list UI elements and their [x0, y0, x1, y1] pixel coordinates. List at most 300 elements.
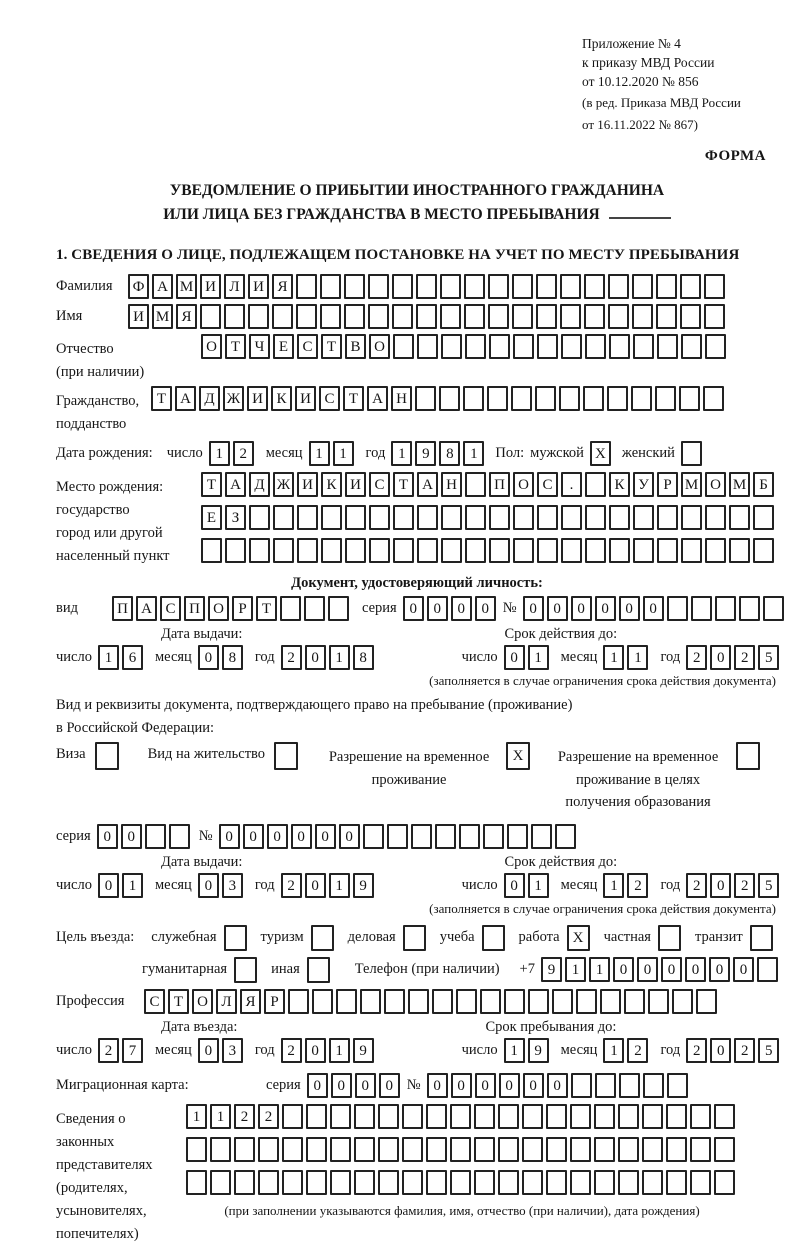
- char-box[interactable]: [441, 505, 462, 530]
- char-box[interactable]: [282, 1170, 303, 1195]
- char-box[interactable]: Н: [441, 472, 462, 497]
- char-box[interactable]: [632, 304, 653, 329]
- option-checkbox[interactable]: [234, 957, 257, 983]
- char-box[interactable]: 0: [339, 824, 360, 849]
- char-box[interactable]: 2: [258, 1104, 279, 1129]
- char-box[interactable]: [489, 334, 510, 359]
- char-box[interactable]: 0: [504, 873, 525, 898]
- char-box[interactable]: [513, 538, 534, 563]
- char-box[interactable]: [297, 505, 318, 530]
- char-box[interactable]: О: [369, 334, 390, 359]
- char-box[interactable]: Б: [753, 472, 774, 497]
- char-box[interactable]: [225, 538, 246, 563]
- char-box[interactable]: 0: [315, 824, 336, 849]
- char-box[interactable]: [330, 1170, 351, 1195]
- char-box[interactable]: [703, 386, 724, 411]
- char-box[interactable]: [224, 304, 245, 329]
- char-box[interactable]: 1: [98, 645, 119, 670]
- char-box[interactable]: [393, 538, 414, 563]
- char-box[interactable]: [465, 538, 486, 563]
- char-box[interactable]: [642, 1137, 663, 1162]
- char-box[interactable]: [679, 386, 700, 411]
- char-box[interactable]: 1: [210, 1104, 231, 1129]
- char-box[interactable]: [609, 505, 630, 530]
- char-box[interactable]: Я: [240, 989, 261, 1014]
- char-box[interactable]: [705, 505, 726, 530]
- char-box[interactable]: [571, 1073, 592, 1098]
- char-box[interactable]: М: [176, 274, 197, 299]
- char-box[interactable]: [681, 334, 702, 359]
- char-box[interactable]: [600, 989, 621, 1014]
- char-box[interactable]: [512, 274, 533, 299]
- char-box[interactable]: [657, 505, 678, 530]
- char-box[interactable]: 1: [329, 645, 350, 670]
- char-box[interactable]: [607, 386, 628, 411]
- char-box[interactable]: [450, 1170, 471, 1195]
- char-box[interactable]: 8: [222, 645, 243, 670]
- char-box[interactable]: [504, 989, 525, 1014]
- char-box[interactable]: 0: [305, 873, 326, 898]
- char-box[interactable]: Т: [256, 596, 277, 621]
- char-box[interactable]: [585, 538, 606, 563]
- char-box[interactable]: [691, 596, 712, 621]
- char-box[interactable]: [667, 1073, 688, 1098]
- char-box[interactable]: [306, 1104, 327, 1129]
- char-box[interactable]: О: [513, 472, 534, 497]
- char-box[interactable]: [498, 1170, 519, 1195]
- char-box[interactable]: И: [248, 274, 269, 299]
- char-box[interactable]: [258, 1137, 279, 1162]
- char-box[interactable]: [489, 538, 510, 563]
- char-box[interactable]: Р: [264, 989, 285, 1014]
- char-box[interactable]: 1: [528, 873, 549, 898]
- char-box[interactable]: [667, 596, 688, 621]
- char-box[interactable]: 1: [528, 645, 549, 670]
- char-box[interactable]: 0: [267, 824, 288, 849]
- char-box[interactable]: [618, 1170, 639, 1195]
- option-checkbox[interactable]: [311, 925, 334, 951]
- char-box[interactable]: [249, 538, 270, 563]
- char-box[interactable]: [186, 1170, 207, 1195]
- char-box[interactable]: 0: [97, 824, 118, 849]
- char-box[interactable]: .: [561, 472, 582, 497]
- char-box[interactable]: 8: [353, 645, 374, 670]
- char-box[interactable]: 2: [281, 873, 302, 898]
- char-box[interactable]: [296, 304, 317, 329]
- char-box[interactable]: [95, 742, 119, 770]
- char-box[interactable]: [561, 334, 582, 359]
- char-box[interactable]: [441, 538, 462, 563]
- char-box[interactable]: [402, 1104, 423, 1129]
- char-box[interactable]: [570, 1137, 591, 1162]
- char-box[interactable]: [680, 274, 701, 299]
- char-box[interactable]: [632, 274, 653, 299]
- char-box[interactable]: 0: [710, 873, 731, 898]
- char-box[interactable]: 0: [685, 957, 706, 982]
- char-box[interactable]: [392, 304, 413, 329]
- char-box[interactable]: [210, 1170, 231, 1195]
- char-box[interactable]: [560, 274, 581, 299]
- char-box[interactable]: 0: [613, 957, 634, 982]
- char-box[interactable]: [463, 386, 484, 411]
- char-box[interactable]: [576, 989, 597, 1014]
- char-box[interactable]: 0: [523, 1073, 544, 1098]
- char-box[interactable]: [513, 505, 534, 530]
- char-box[interactable]: [584, 274, 605, 299]
- char-box[interactable]: [330, 1104, 351, 1129]
- char-box[interactable]: 0: [427, 596, 448, 621]
- char-box[interactable]: 0: [451, 1073, 472, 1098]
- char-box[interactable]: 0: [643, 596, 664, 621]
- char-box[interactable]: X: [590, 441, 611, 466]
- char-box[interactable]: [729, 538, 750, 563]
- char-box[interactable]: [320, 274, 341, 299]
- char-box[interactable]: [440, 274, 461, 299]
- char-box[interactable]: 0: [475, 1073, 496, 1098]
- char-box[interactable]: [464, 304, 485, 329]
- char-box[interactable]: Ф: [128, 274, 149, 299]
- char-box[interactable]: [456, 989, 477, 1014]
- char-box[interactable]: [378, 1137, 399, 1162]
- char-box[interactable]: З: [225, 505, 246, 530]
- char-box[interactable]: [655, 386, 676, 411]
- char-box[interactable]: [186, 1137, 207, 1162]
- char-box[interactable]: [512, 304, 533, 329]
- char-box[interactable]: [666, 1104, 687, 1129]
- char-box[interactable]: 0: [305, 645, 326, 670]
- char-box[interactable]: 1: [565, 957, 586, 982]
- char-box[interactable]: [595, 1073, 616, 1098]
- char-box[interactable]: [552, 989, 573, 1014]
- char-box[interactable]: [288, 989, 309, 1014]
- char-box[interactable]: [210, 1137, 231, 1162]
- char-box[interactable]: 0: [198, 873, 219, 898]
- char-box[interactable]: [570, 1104, 591, 1129]
- char-box[interactable]: [546, 1170, 567, 1195]
- char-box[interactable]: Т: [151, 386, 172, 411]
- char-box[interactable]: [536, 304, 557, 329]
- char-box[interactable]: Е: [201, 505, 222, 530]
- char-box[interactable]: П: [489, 472, 510, 497]
- char-box[interactable]: [680, 304, 701, 329]
- char-box[interactable]: [633, 334, 654, 359]
- char-box[interactable]: 2: [734, 1038, 755, 1063]
- char-box[interactable]: [354, 1137, 375, 1162]
- char-box[interactable]: [633, 505, 654, 530]
- char-box[interactable]: 3: [222, 873, 243, 898]
- char-box[interactable]: С: [160, 596, 181, 621]
- char-box[interactable]: 0: [331, 1073, 352, 1098]
- char-box[interactable]: 1: [589, 957, 610, 982]
- char-box[interactable]: 0: [619, 596, 640, 621]
- char-box[interactable]: [439, 386, 460, 411]
- char-box[interactable]: [681, 441, 702, 466]
- char-box[interactable]: С: [369, 472, 390, 497]
- char-box[interactable]: К: [609, 472, 630, 497]
- char-box[interactable]: 0: [291, 824, 312, 849]
- char-box[interactable]: [507, 824, 528, 849]
- char-box[interactable]: [272, 304, 293, 329]
- char-box[interactable]: [666, 1170, 687, 1195]
- char-box[interactable]: 2: [686, 645, 707, 670]
- char-box[interactable]: 0: [547, 596, 568, 621]
- char-box[interactable]: [643, 1073, 664, 1098]
- char-box[interactable]: 0: [709, 957, 730, 982]
- char-box[interactable]: П: [184, 596, 205, 621]
- char-box[interactable]: 2: [627, 873, 648, 898]
- char-box[interactable]: [696, 989, 717, 1014]
- char-box[interactable]: 0: [403, 596, 424, 621]
- char-box[interactable]: 1: [329, 1038, 350, 1063]
- char-box[interactable]: [480, 989, 501, 1014]
- char-box[interactable]: [378, 1104, 399, 1129]
- char-box[interactable]: [489, 505, 510, 530]
- char-box[interactable]: И: [128, 304, 149, 329]
- char-box[interactable]: 1: [209, 441, 230, 466]
- char-box[interactable]: А: [417, 472, 438, 497]
- char-box[interactable]: 1: [333, 441, 354, 466]
- char-box[interactable]: [408, 989, 429, 1014]
- char-box[interactable]: [345, 538, 366, 563]
- char-box[interactable]: [378, 1170, 399, 1195]
- char-box[interactable]: 0: [427, 1073, 448, 1098]
- char-box[interactable]: [450, 1137, 471, 1162]
- char-box[interactable]: 0: [451, 596, 472, 621]
- char-box[interactable]: 9: [415, 441, 436, 466]
- char-box[interactable]: 0: [198, 645, 219, 670]
- char-box[interactable]: 0: [219, 824, 240, 849]
- option-checkbox[interactable]: X: [567, 925, 590, 951]
- option-checkbox[interactable]: [403, 925, 426, 951]
- char-box[interactable]: Т: [225, 334, 246, 359]
- char-box[interactable]: [321, 505, 342, 530]
- char-box[interactable]: 7: [122, 1038, 143, 1063]
- char-box[interactable]: [312, 989, 333, 1014]
- char-box[interactable]: [498, 1137, 519, 1162]
- char-box[interactable]: [714, 1137, 735, 1162]
- char-box[interactable]: [633, 538, 654, 563]
- char-box[interactable]: [416, 304, 437, 329]
- char-box[interactable]: [306, 1170, 327, 1195]
- char-box[interactable]: [384, 989, 405, 1014]
- char-box[interactable]: [608, 304, 629, 329]
- char-box[interactable]: 5: [758, 1038, 779, 1063]
- char-box[interactable]: [624, 989, 645, 1014]
- char-box[interactable]: Д: [199, 386, 220, 411]
- char-box[interactable]: А: [136, 596, 157, 621]
- char-box[interactable]: Ж: [223, 386, 244, 411]
- char-box[interactable]: [608, 274, 629, 299]
- char-box[interactable]: 0: [379, 1073, 400, 1098]
- char-box[interactable]: [704, 274, 725, 299]
- char-box[interactable]: 2: [686, 1038, 707, 1063]
- char-box[interactable]: 0: [499, 1073, 520, 1098]
- char-box[interactable]: 9: [528, 1038, 549, 1063]
- char-box[interactable]: [304, 596, 325, 621]
- char-box[interactable]: [619, 1073, 640, 1098]
- char-box[interactable]: [537, 538, 558, 563]
- char-box[interactable]: [416, 274, 437, 299]
- char-box[interactable]: [368, 274, 389, 299]
- char-box[interactable]: [583, 386, 604, 411]
- char-box[interactable]: [546, 1137, 567, 1162]
- char-box[interactable]: Д: [249, 472, 270, 497]
- char-box[interactable]: [531, 824, 552, 849]
- char-box[interactable]: [465, 505, 486, 530]
- char-box[interactable]: [609, 334, 630, 359]
- char-box[interactable]: 0: [243, 824, 264, 849]
- char-box[interactable]: А: [152, 274, 173, 299]
- char-box[interactable]: [282, 1104, 303, 1129]
- char-box[interactable]: [522, 1137, 543, 1162]
- char-box[interactable]: М: [681, 472, 702, 497]
- char-box[interactable]: [546, 1104, 567, 1129]
- char-box[interactable]: [274, 742, 298, 770]
- char-box[interactable]: [488, 274, 509, 299]
- char-box[interactable]: 1: [309, 441, 330, 466]
- char-box[interactable]: А: [367, 386, 388, 411]
- char-box[interactable]: Е: [273, 334, 294, 359]
- char-box[interactable]: 2: [234, 1104, 255, 1129]
- char-box[interactable]: 9: [541, 957, 562, 982]
- char-box[interactable]: [360, 989, 381, 1014]
- char-box[interactable]: И: [200, 274, 221, 299]
- char-box[interactable]: 5: [758, 873, 779, 898]
- char-box[interactable]: [393, 334, 414, 359]
- char-box[interactable]: В: [345, 334, 366, 359]
- char-box[interactable]: [368, 304, 389, 329]
- char-box[interactable]: [642, 1170, 663, 1195]
- char-box[interactable]: 0: [307, 1073, 328, 1098]
- char-box[interactable]: [594, 1170, 615, 1195]
- char-box[interactable]: 1: [463, 441, 484, 466]
- char-box[interactable]: [714, 1170, 735, 1195]
- char-box[interactable]: [441, 334, 462, 359]
- char-box[interactable]: [474, 1170, 495, 1195]
- char-box[interactable]: 0: [198, 1038, 219, 1063]
- char-box[interactable]: [282, 1137, 303, 1162]
- char-box[interactable]: [704, 304, 725, 329]
- char-box[interactable]: [656, 274, 677, 299]
- char-box[interactable]: [584, 304, 605, 329]
- char-box[interactable]: [426, 1170, 447, 1195]
- char-box[interactable]: [585, 472, 606, 497]
- char-box[interactable]: 0: [504, 645, 525, 670]
- char-box[interactable]: [435, 824, 456, 849]
- char-box[interactable]: А: [175, 386, 196, 411]
- char-box[interactable]: [618, 1104, 639, 1129]
- char-box[interactable]: Л: [216, 989, 237, 1014]
- char-box[interactable]: [426, 1104, 447, 1129]
- char-box[interactable]: [330, 1137, 351, 1162]
- char-box[interactable]: А: [225, 472, 246, 497]
- char-box[interactable]: О: [201, 334, 222, 359]
- char-box[interactable]: П: [112, 596, 133, 621]
- char-box[interactable]: [656, 304, 677, 329]
- char-box[interactable]: 2: [98, 1038, 119, 1063]
- char-box[interactable]: [393, 505, 414, 530]
- char-box[interactable]: [690, 1170, 711, 1195]
- char-box[interactable]: [387, 824, 408, 849]
- char-box[interactable]: 0: [305, 1038, 326, 1063]
- char-box[interactable]: 2: [686, 873, 707, 898]
- char-box[interactable]: [415, 386, 436, 411]
- char-box[interactable]: Л: [224, 274, 245, 299]
- char-box[interactable]: [536, 274, 557, 299]
- char-box[interactable]: 9: [353, 873, 374, 898]
- char-box[interactable]: [681, 538, 702, 563]
- char-box[interactable]: [344, 274, 365, 299]
- char-box[interactable]: Р: [232, 596, 253, 621]
- char-box[interactable]: [672, 989, 693, 1014]
- char-box[interactable]: [618, 1137, 639, 1162]
- char-box[interactable]: [705, 334, 726, 359]
- char-box[interactable]: [560, 304, 581, 329]
- char-box[interactable]: [465, 334, 486, 359]
- char-box[interactable]: [440, 304, 461, 329]
- char-box[interactable]: [561, 538, 582, 563]
- char-box[interactable]: [609, 538, 630, 563]
- char-box[interactable]: [511, 386, 532, 411]
- char-box[interactable]: [402, 1137, 423, 1162]
- char-box[interactable]: [328, 596, 349, 621]
- char-box[interactable]: [249, 505, 270, 530]
- char-box[interactable]: [321, 538, 342, 563]
- char-box[interactable]: [585, 334, 606, 359]
- char-box[interactable]: [753, 505, 774, 530]
- option-checkbox[interactable]: [307, 957, 330, 983]
- char-box[interactable]: [354, 1104, 375, 1129]
- char-box[interactable]: [642, 1104, 663, 1129]
- char-box[interactable]: О: [192, 989, 213, 1014]
- char-box[interactable]: И: [345, 472, 366, 497]
- char-box[interactable]: [474, 1137, 495, 1162]
- char-box[interactable]: [450, 1104, 471, 1129]
- char-box[interactable]: С: [537, 472, 558, 497]
- char-box[interactable]: 1: [603, 645, 624, 670]
- char-box[interactable]: 1: [122, 873, 143, 898]
- char-box[interactable]: 0: [637, 957, 658, 982]
- option-checkbox[interactable]: [750, 925, 773, 951]
- char-box[interactable]: [417, 538, 438, 563]
- char-box[interactable]: [369, 538, 390, 563]
- char-box[interactable]: [234, 1170, 255, 1195]
- option-checkbox[interactable]: [224, 925, 247, 951]
- char-box[interactable]: Т: [393, 472, 414, 497]
- char-box[interactable]: И: [247, 386, 268, 411]
- char-box[interactable]: [344, 304, 365, 329]
- char-box[interactable]: [513, 334, 534, 359]
- char-box[interactable]: К: [271, 386, 292, 411]
- char-box[interactable]: [594, 1104, 615, 1129]
- char-box[interactable]: 9: [353, 1038, 374, 1063]
- char-box[interactable]: [763, 596, 784, 621]
- char-box[interactable]: У: [633, 472, 654, 497]
- char-box[interactable]: [739, 596, 760, 621]
- char-box[interactable]: М: [729, 472, 750, 497]
- char-box[interactable]: X: [506, 742, 530, 770]
- char-box[interactable]: 6: [122, 645, 143, 670]
- char-box[interactable]: [690, 1104, 711, 1129]
- char-box[interactable]: [297, 538, 318, 563]
- char-box[interactable]: [464, 274, 485, 299]
- char-box[interactable]: [483, 824, 504, 849]
- char-box[interactable]: Ч: [249, 334, 270, 359]
- char-box[interactable]: Я: [176, 304, 197, 329]
- char-box[interactable]: [411, 824, 432, 849]
- char-box[interactable]: 2: [627, 1038, 648, 1063]
- char-box[interactable]: [753, 538, 774, 563]
